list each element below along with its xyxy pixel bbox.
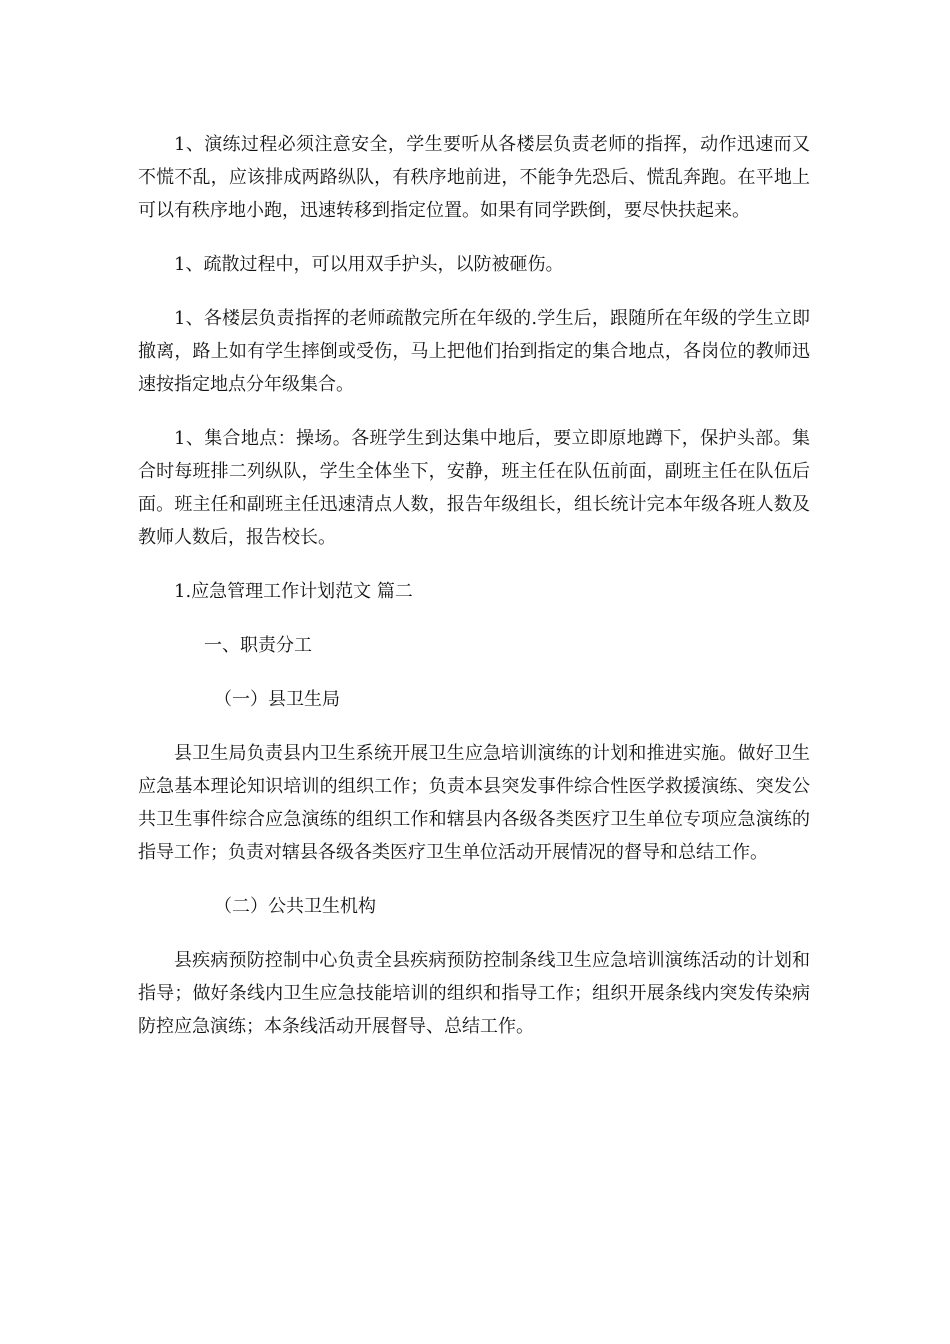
document-page: [138, 128, 810, 1043]
paragraph-protect-head: 1、疏散过程中，可以用双手护头，以防被砸伤。: [174, 254, 564, 275]
paragraph-public-health: 县疾病预防控制中心负责全县疾病预防控制条线卫生应急培训演练活动的计划和指导；做好条线内卫生应急技能培训的组织和指导工作；组织开展条线内突发传染病防控应急演练；本条线活动开展督导、总结工作。: [138, 950, 810, 1037]
section-title: 1.应急管理工作计划范文 篇二: [174, 581, 413, 602]
subheading-public-health: （二）公共卫生机构: [214, 896, 376, 917]
paragraph-assembly-point: 1、集合地点：操场。各班学生到达集中地后，要立即原地蹲下，保护头部。集合时每班排二列纵队，学生全体坐下，安静，班主任在队伍前面，副班主任在队伍后面。班主任和副班主任迅速清点人数，报告年级组长，组长统计完本年级各班人数及教师人数后，报告校长。: [138, 428, 810, 548]
paragraph-teacher-evacuation: 1、各楼层负责指挥的老师疏散完所在年级的.学生后，跟随所在年级的学生立即撤离，路上如有学生摔倒或受伤，马上把他们抬到指定的集合地点，各岗位的教师迅速按指定地点分年级集合。: [138, 308, 810, 395]
subheading-county-bureau: （一）县卫生局: [214, 689, 340, 710]
subheading-duties: 一、职责分工: [204, 635, 312, 656]
paragraph-drill-safety: 1、演练过程必须注意安全，学生要听从各楼层负责老师的指挥，动作迅速而又不慌不乱，应该排成两路纵队，有秩序地前进，不能争先恐后、慌乱奔跑。在平地上可以有秩序地小跑，迅速转移到指定位置。如果有同学跌倒，要尽快扶起来。: [138, 134, 810, 221]
paragraph-county-bureau: 县卫生局负责县内卫生系统开展卫生应急培训演练的计划和推进实施。做好卫生应急基本理论知识培训的组织工作；负责本县突发事件综合性医学救援演练、突发公共卫生事件综合应急演练的组织工作和辖县内各级各类医疗卫生单位专项应急演练的指导工作；负责对辖县各级各类医疗卫生单位活动开展情况的督导和总结工作。: [138, 743, 810, 863]
